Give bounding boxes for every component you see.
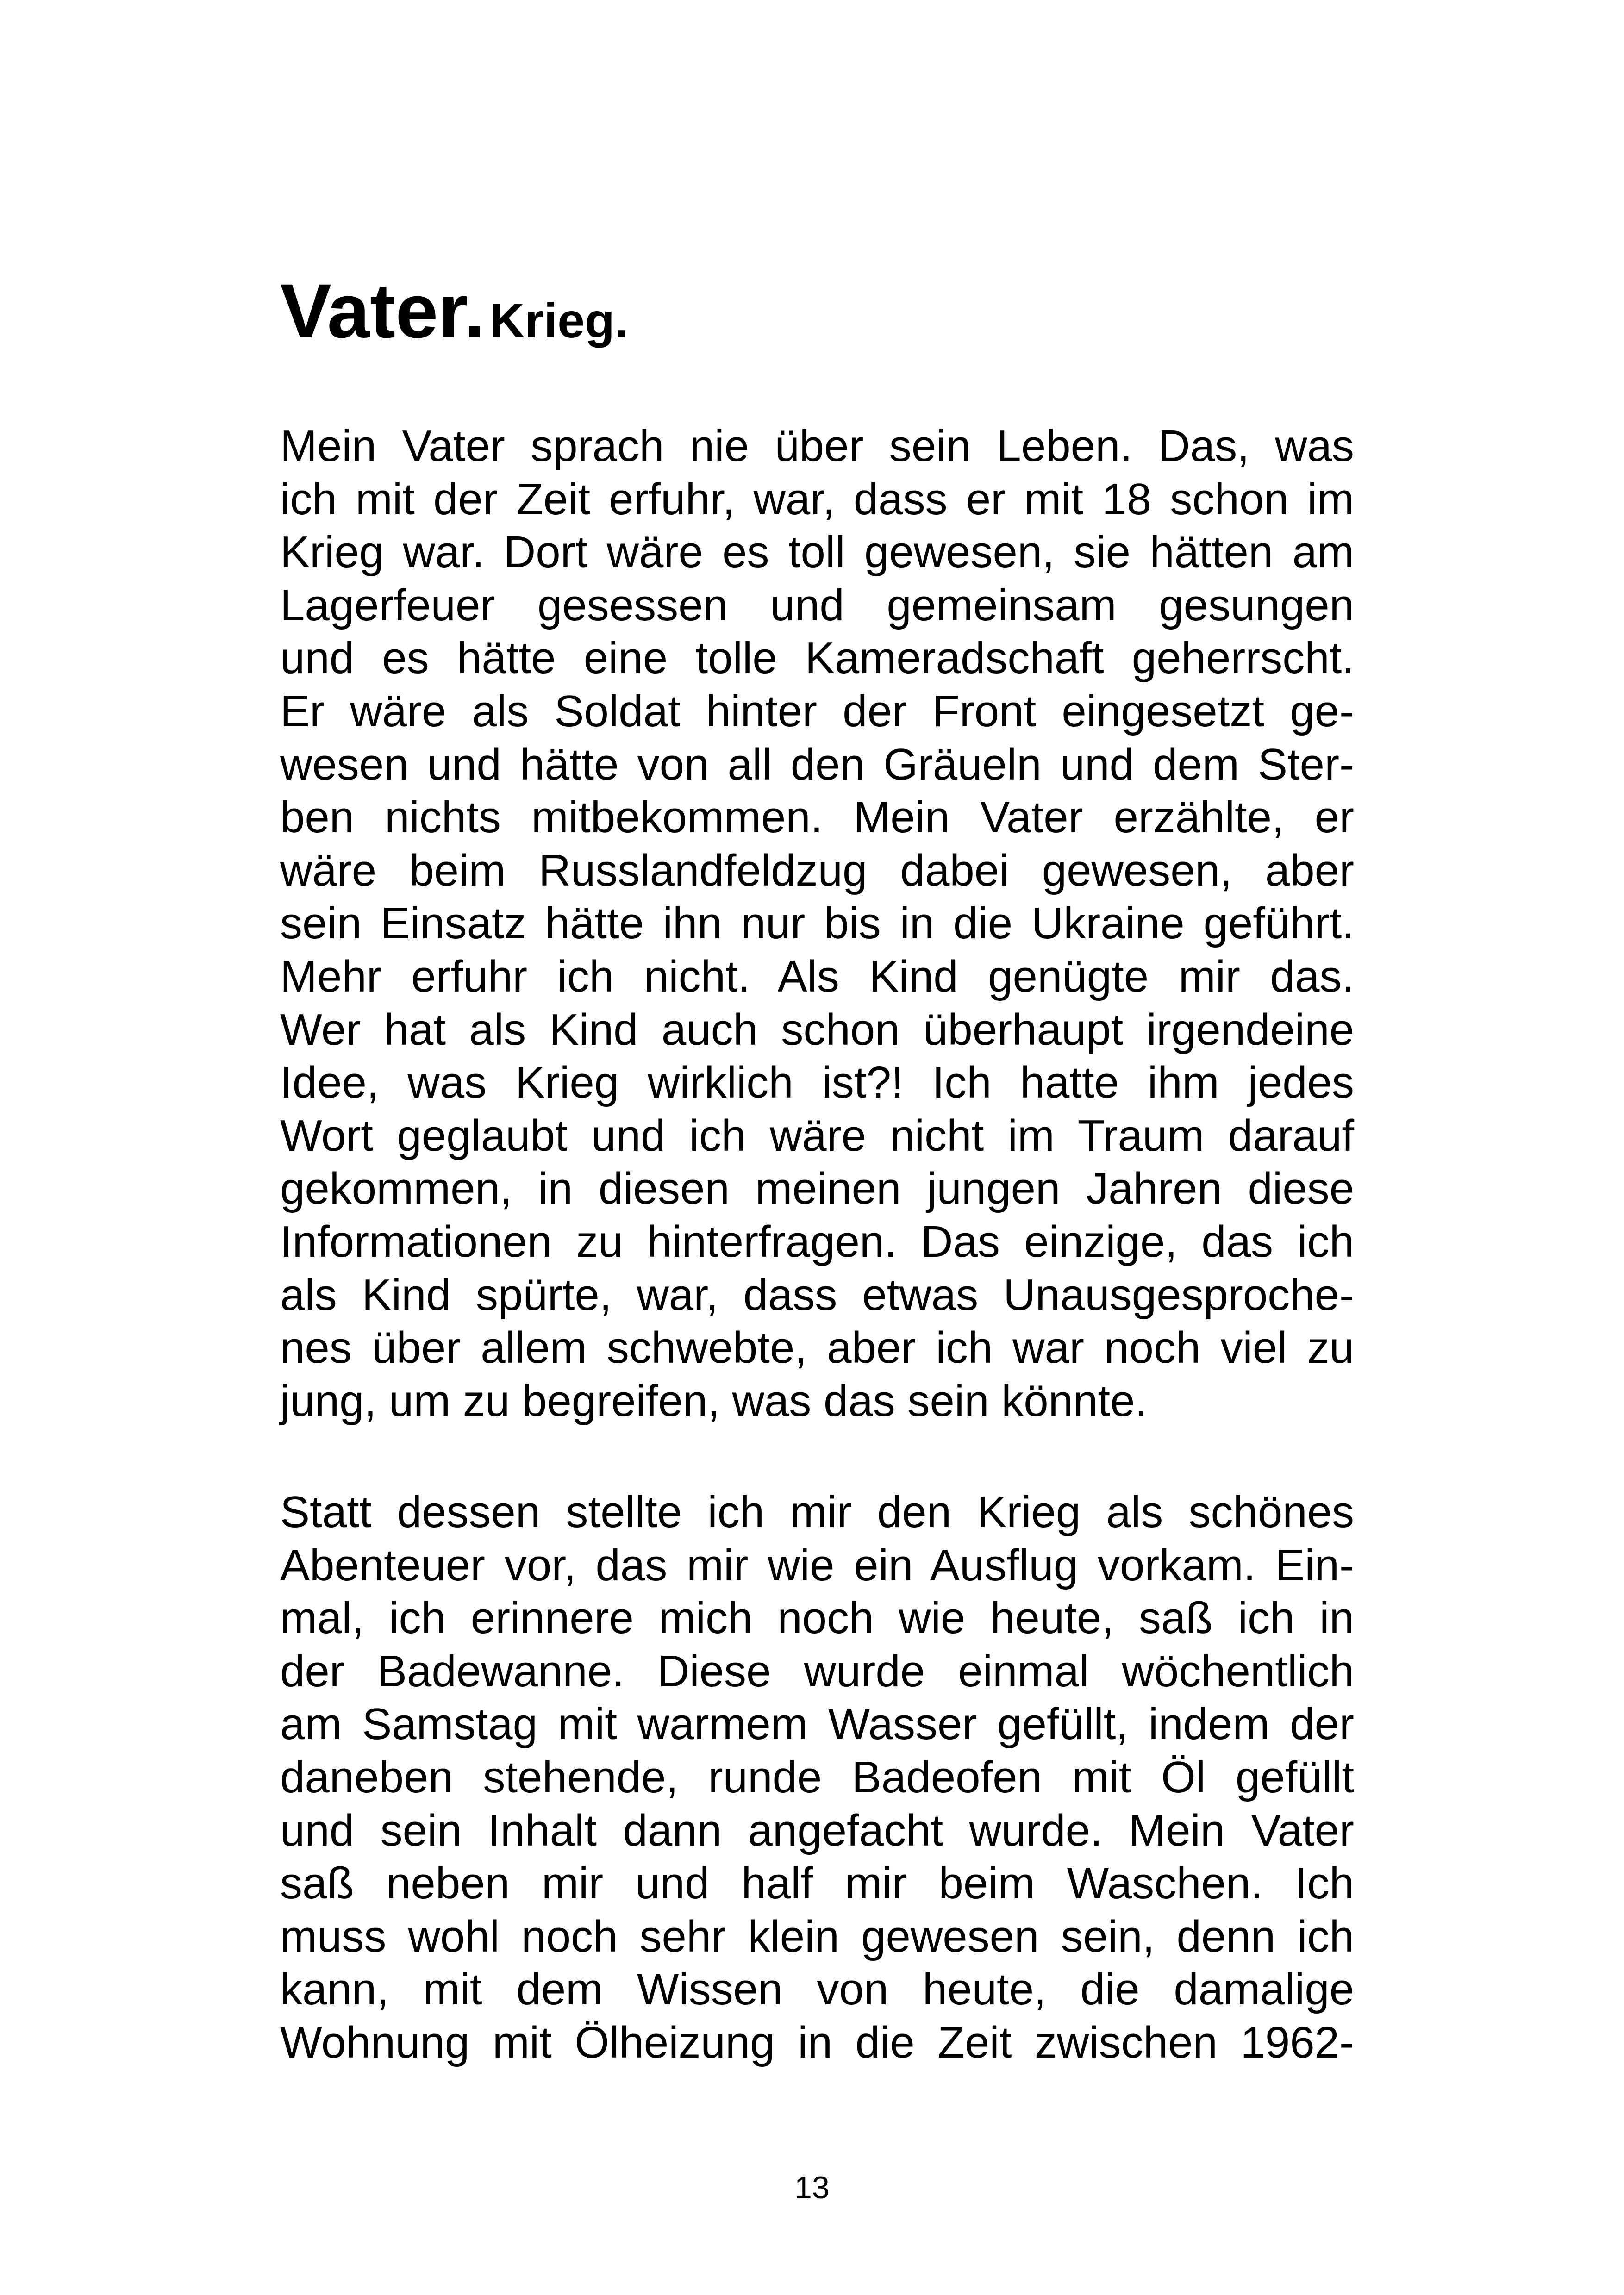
- text-line: ben nichts mitbekommen. Mein Vater erzählte, er: [280, 792, 1354, 842]
- text-line: Er wäre als Soldat hinter der Front eingesetzt ge-: [280, 686, 1354, 736]
- text-line: wesen und hätte von all den Gräueln und dem Ster-: [280, 739, 1354, 789]
- paragraph-1: [280, 420, 1354, 1428]
- text-line: daneben stehende, runde Badeofen mit Öl gefüllt: [280, 1752, 1354, 1802]
- text-line: sein Einsatz hätte ihn nur bis in die Ukraine geführt.: [280, 898, 1354, 948]
- text-line: und es hätte eine tolle Kameradschaft geherrscht.: [280, 633, 1354, 683]
- text-line: gekommen, in diesen meinen jungen Jahren diese: [280, 1164, 1354, 1214]
- text-line: Lagerfeuer gesessen und gemeinsam gesungen: [280, 580, 1354, 630]
- text-line: nes über allem schwebte, aber ich war noch viel zu: [280, 1323, 1354, 1373]
- text-line: wäre beim Russlandfeldzug dabei gewesen, aber: [280, 845, 1354, 895]
- text-line: Informationen zu hinterfragen. Das einzige, das ich: [280, 1216, 1354, 1266]
- text-line: ich mit der Zeit erfuhr, war, dass er mit 18 schon im: [280, 474, 1354, 524]
- text-line: und sein Inhalt dann angefacht wurde. Mein Vater: [280, 1805, 1354, 1855]
- paragraph-2: [280, 1486, 1354, 2070]
- text-line: Mein Vater sprach nie über sein Leben. Das, was: [280, 421, 1354, 471]
- text-line: Idee, was Krieg wirklich ist?! Ich hatte ihm jedes: [280, 1058, 1354, 1108]
- text-line: der Badewanne. Diese wurde einmal wöchentlich: [280, 1646, 1354, 1696]
- text-line: Krieg war. Dort wäre es toll gewesen, sie hätten am: [280, 527, 1354, 577]
- chapter-heading: [280, 268, 629, 354]
- text-line: am Samstag mit warmem Wasser gefüllt, indem der: [280, 1699, 1354, 1749]
- text-line: Abenteuer vor, das mir wie ein Ausflug vorkam. Ein-: [280, 1540, 1354, 1590]
- chapter-subtitle: Krieg.: [489, 293, 629, 348]
- text-line: Wer hat als Kind auch schon überhaupt irgendeine: [280, 1004, 1354, 1054]
- text-line: muss wohl noch sehr klein gewesen sein, denn ich: [280, 1911, 1354, 1961]
- text-line: Wort geglaubt und ich wäre nicht im Traum darauf: [280, 1110, 1354, 1160]
- text-line: Mehr erfuhr ich nicht. Als Kind genügte mir das.: [280, 951, 1354, 1001]
- text-line: jung, um zu begreifen, was das sein könnte.: [280, 1376, 1148, 1426]
- chapter-title: Vater.: [280, 268, 486, 354]
- page-number: 13: [794, 2170, 830, 2205]
- text-line: saß neben mir und half mir beim Waschen. Ich: [280, 1858, 1354, 1908]
- text-line: kann, mit dem Wissen von heute, die damalige: [280, 1964, 1354, 2014]
- text-line: Wohnung mit Ölheizung in die Zeit zwischen 1962-: [280, 2017, 1354, 2067]
- text-line: mal, ich erinnere mich noch wie heute, saß ich in: [280, 1593, 1354, 1643]
- text-line: Statt dessen stellte ich mir den Krieg als schönes: [280, 1487, 1354, 1537]
- text-line: als Kind spürte, war, dass etwas Unausgesproche-: [280, 1270, 1354, 1320]
